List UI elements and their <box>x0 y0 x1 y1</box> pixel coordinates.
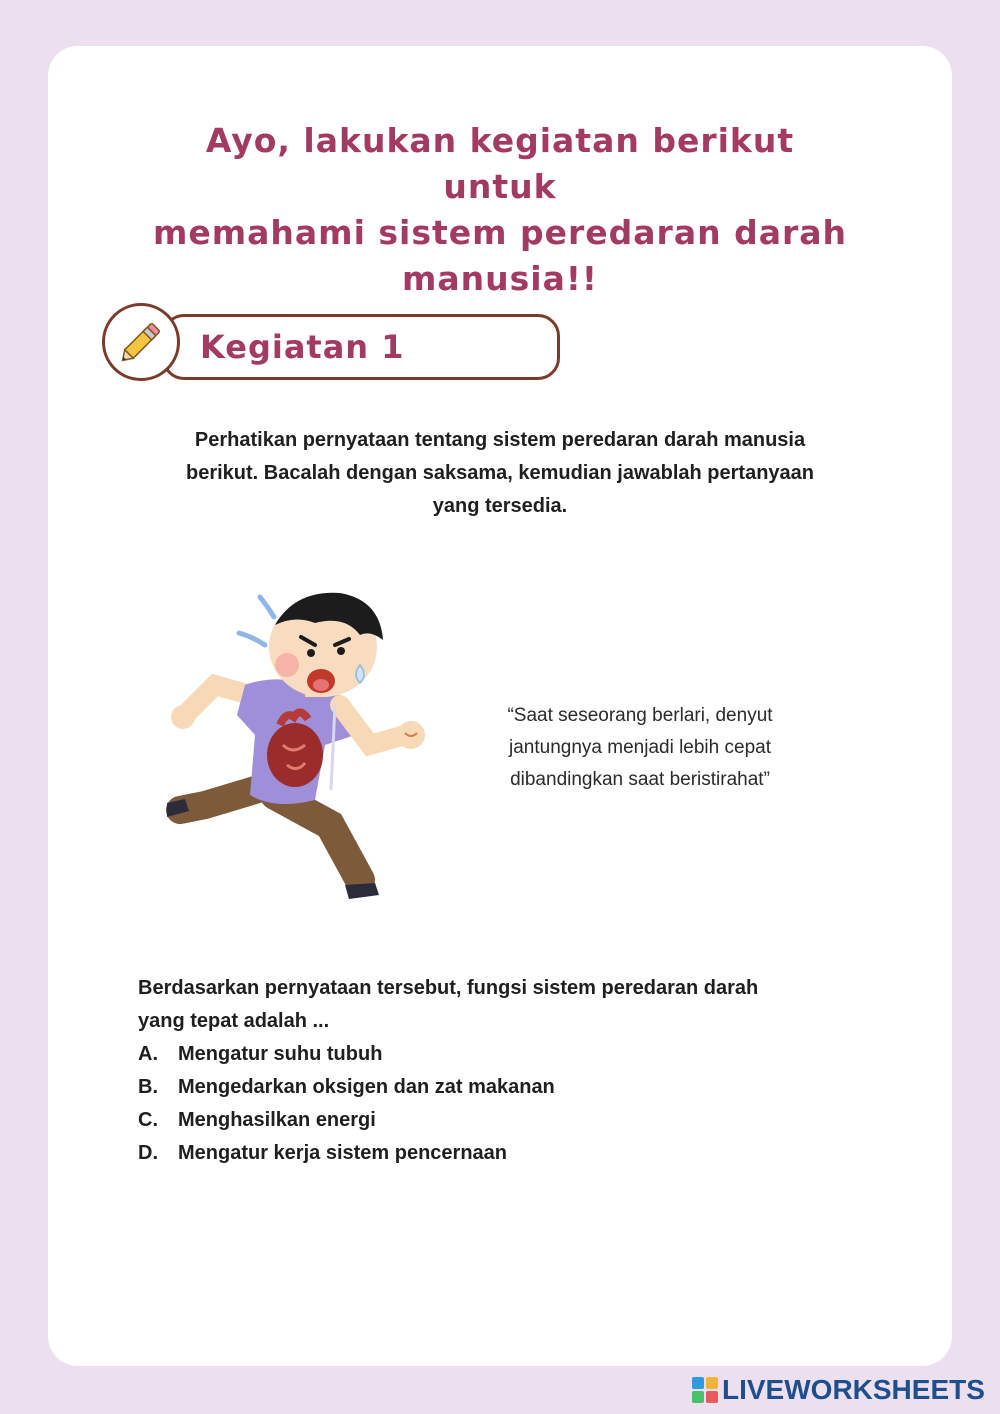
title-line-1: Ayo, lakukan kegiatan berikut untuk <box>205 121 795 206</box>
title-line-2: memahami sistem peredaran darah <box>153 213 847 252</box>
activity-badge-circle <box>102 303 180 381</box>
option-letter: C. <box>138 1109 158 1131</box>
title-line-3: manusia!! <box>402 259 598 298</box>
option-letter: B. <box>138 1076 158 1098</box>
option-d[interactable] <box>138 1137 878 1170</box>
option-a[interactable] <box>138 1038 878 1071</box>
liveworksheets-logo[interactable] <box>692 1372 985 1408</box>
brand-name: LIVEWORKSHEETS <box>722 1374 985 1405</box>
option-letter: D. <box>138 1142 158 1164</box>
option-text: Mengedarkan oksigen dan zat makanan <box>178 1076 555 1098</box>
option-letter: A. <box>138 1043 158 1065</box>
option-text: Mengatur suhu tubuh <box>178 1043 383 1065</box>
activity-label: Kegiatan 1 <box>200 328 405 366</box>
question-text <box>138 972 878 1038</box>
answer-options <box>138 1038 878 1170</box>
quote-statement <box>460 700 820 796</box>
liveworksheets-mark-icon <box>692 1377 718 1403</box>
option-b[interactable] <box>138 1071 878 1104</box>
quote-line-3: dibandingkan saat beristirahat” <box>510 769 770 790</box>
running-boy-illustration <box>155 585 435 914</box>
instruction-line-3: yang tersedia. <box>432 495 568 517</box>
option-text: Menghasilkan energi <box>178 1109 376 1131</box>
option-c[interactable] <box>138 1104 878 1137</box>
instruction-text <box>110 424 890 523</box>
quote-line-1: “Saat seseorang berlari, denyut <box>507 705 773 726</box>
question-line-2: yang tepat adalah ... <box>138 1010 330 1032</box>
quote-line-2: jantungnya menjadi lebih cepat <box>509 737 771 758</box>
question-line-1: Berdasarkan pernyataan tersebut, fungsi sistem peredaran darah <box>138 977 759 999</box>
pencil-icon <box>114 315 168 369</box>
option-text: Mengatur kerja sistem pencernaan <box>178 1142 508 1164</box>
instruction-line-1: Perhatikan pernyataan tentang sistem peredaran darah manusia <box>194 429 806 451</box>
instruction-line-2: berikut. Bacalah dengan saksama, kemudian jawablah pertanyaan <box>185 462 815 484</box>
page-title <box>150 118 850 302</box>
